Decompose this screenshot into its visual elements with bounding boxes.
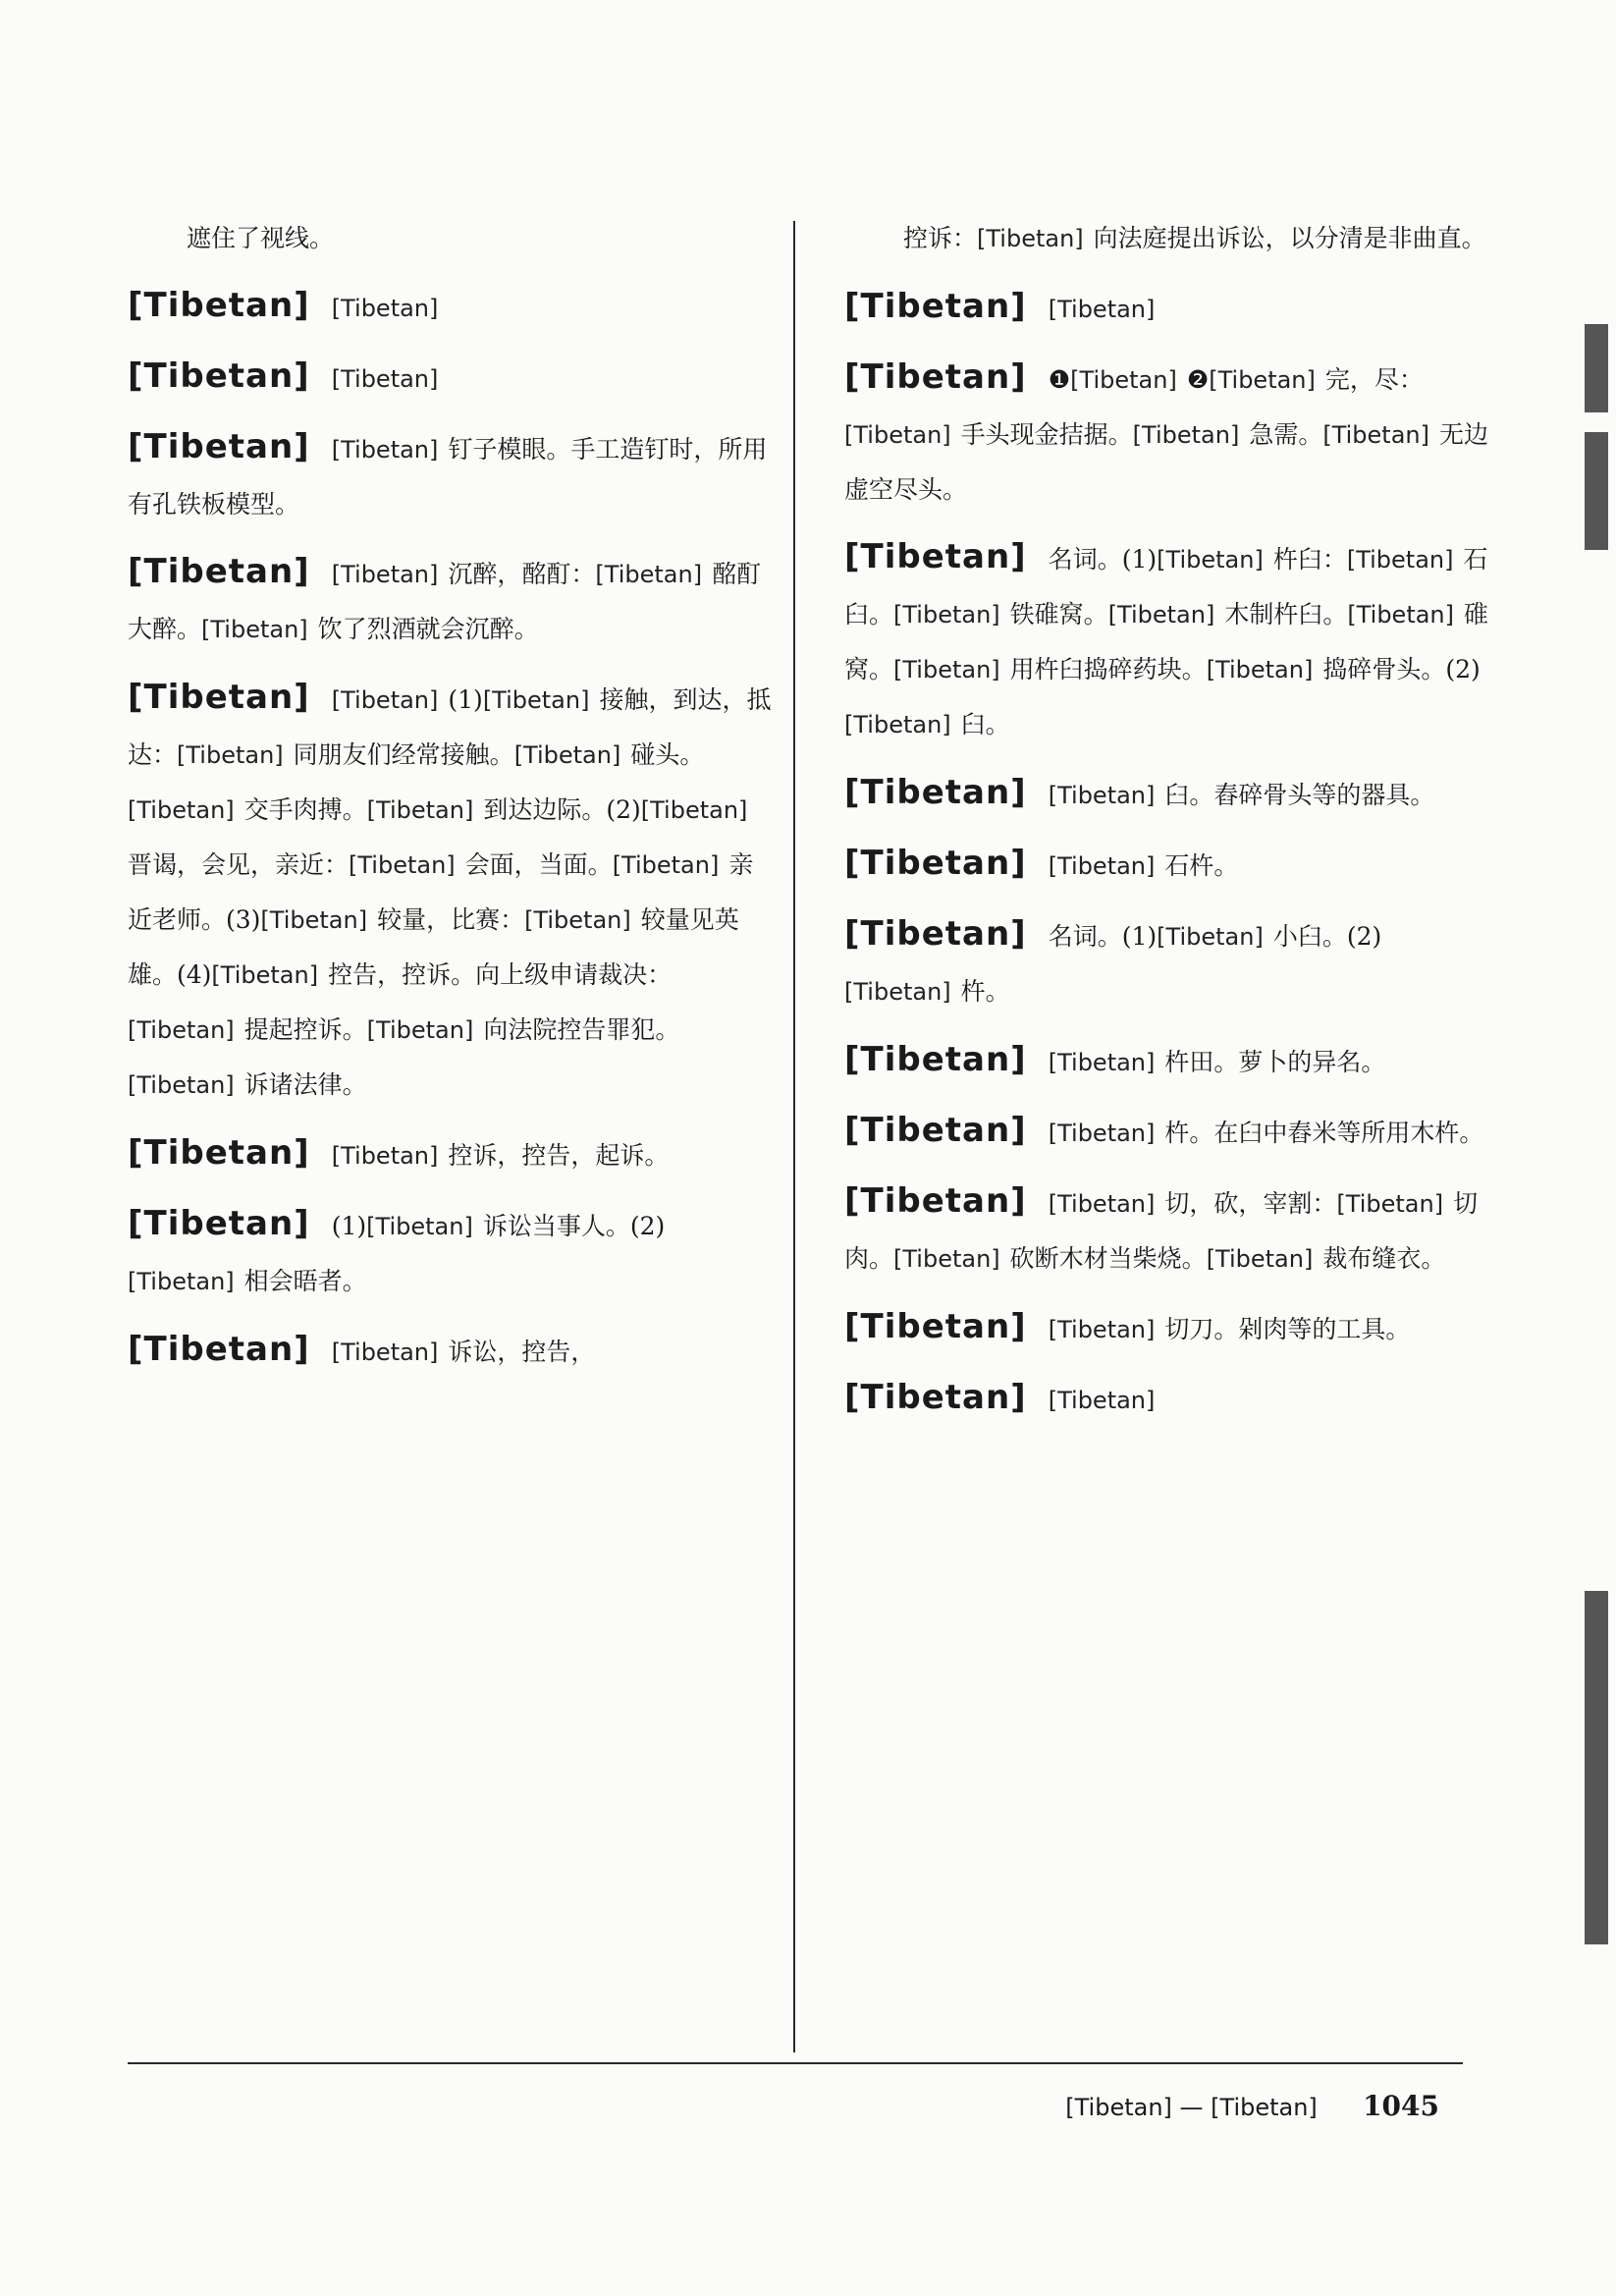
tibetan-text: [Tibetan]	[1322, 421, 1429, 449]
entry-gloss: 遮住了视线。	[187, 224, 335, 252]
dictionary-entry	[844, 280, 1492, 337]
chinese-gloss: 同朋友们经常接触。	[293, 740, 514, 769]
chinese-gloss: 小臼。(2)	[1272, 922, 1382, 951]
chinese-gloss: ❷	[1186, 365, 1210, 394]
chinese-gloss: (1)	[448, 685, 483, 714]
footer-headword-range: [Tibetan] — [Tibetan]	[1065, 2094, 1318, 2121]
tibetan-text: [Tibetan]	[482, 686, 590, 714]
chinese-gloss: 杵。在臼中舂米等所用木杵。	[1164, 1119, 1484, 1147]
tibetan-text: [Tibetan]	[1107, 601, 1215, 629]
dictionary-entry	[844, 1104, 1492, 1161]
chinese-gloss: 石杵。	[1164, 851, 1239, 880]
chinese-gloss: 杵。	[960, 977, 1010, 1006]
tibetan-text: [Tibetan]	[1048, 1049, 1156, 1076]
chinese-gloss: 向法庭提出诉讼，以分清是非曲直。	[1093, 224, 1486, 252]
chinese-gloss: 切肉。	[844, 1189, 1479, 1273]
tibetan-text: [Tibetan]	[1048, 852, 1156, 880]
chinese-gloss: 裁布缝衣。	[1322, 1244, 1446, 1273]
footer-rule	[128, 2062, 1463, 2064]
entry-headword: [Tibetan]	[128, 286, 310, 325]
tibetan-text: [Tibetan]	[128, 1071, 235, 1099]
tibetan-text: [Tibetan]	[366, 1016, 474, 1044]
tibetan-text: [Tibetan]	[331, 561, 439, 588]
tibetan-text: [Tibetan]	[349, 851, 456, 879]
chinese-gloss: 铁碓窝。	[1009, 600, 1108, 629]
chinese-gloss: 诉讼当事人。(2)	[482, 1212, 666, 1240]
entry-headword: [Tibetan]	[128, 1204, 310, 1243]
entry-headword: [Tibetan]	[128, 552, 310, 591]
entry-headword: [Tibetan]	[844, 844, 1027, 883]
tibetan-text: [Tibetan]	[128, 1268, 235, 1295]
tibetan-text: [Tibetan]	[260, 906, 368, 934]
chinese-gloss: 钉子模眼。手工造钉时，所用有孔铁板模型。	[128, 435, 768, 519]
chinese-gloss: 饮了烈酒就会沉醉。	[317, 615, 539, 643]
chinese-gloss: 杵田。萝卜的异名。	[1164, 1048, 1386, 1076]
dictionary-entry	[128, 545, 776, 657]
chinese-gloss: 急需。	[1249, 420, 1323, 449]
chinese-gloss: 提起控诉。	[243, 1015, 367, 1044]
entry-headword: [Tibetan]	[128, 678, 310, 717]
tibetan-text: [Tibetan]	[893, 656, 1000, 683]
tibetan-text: [Tibetan]	[595, 561, 703, 588]
right-column	[844, 211, 1492, 1442]
entry-headword: [Tibetan]	[128, 356, 310, 396]
tibetan-text: [Tibetan]	[366, 1213, 473, 1240]
entry-headword: [Tibetan]	[128, 427, 310, 466]
tibetan-text: [Tibetan]	[844, 711, 951, 738]
chinese-gloss: 较量，比赛：	[377, 905, 525, 934]
chinese-gloss: 酩酊大醉。	[128, 560, 762, 643]
tibetan-text: [Tibetan]	[1048, 1316, 1156, 1343]
chinese-gloss: 手头现金拮据。	[960, 420, 1133, 449]
chinese-gloss: 控诉：	[903, 224, 978, 252]
dictionary-entry	[844, 837, 1492, 894]
tibetan-text: [Tibetan]	[331, 1142, 439, 1170]
entry-headword: [Tibetan]	[844, 357, 1027, 397]
column-divider	[793, 221, 795, 2052]
chinese-gloss: 用杵臼捣碎药块。	[1009, 655, 1207, 683]
chinese-gloss: 臼。	[960, 710, 1010, 738]
dictionary-entry	[128, 279, 776, 336]
tibetan-text: [Tibetan]	[1157, 546, 1264, 574]
chinese-gloss: 晋谒，会见，亲近：	[128, 850, 350, 879]
tibetan-text: [Tibetan]	[331, 686, 439, 714]
tibetan-text: [Tibetan]	[1336, 1190, 1444, 1218]
chinese-gloss: 相会晤者。	[243, 1267, 367, 1295]
dictionary-entry	[128, 350, 776, 407]
tibetan-text: [Tibetan]	[331, 295, 439, 322]
entry-headword: [Tibetan]	[844, 1307, 1027, 1346]
tibetan-text: [Tibetan]	[1070, 366, 1177, 394]
scan-edge-marks	[1579, 0, 1608, 2296]
chinese-gloss: 诉讼，控告，	[448, 1338, 596, 1366]
tibetan-text: [Tibetan]	[1048, 1190, 1156, 1218]
entry-headword: [Tibetan]	[844, 1040, 1027, 1079]
chinese-gloss: 交手肉搏。	[243, 795, 367, 824]
tibetan-text: [Tibetan]	[1048, 782, 1156, 809]
chinese-gloss: 控诉，控告，起诉。	[448, 1141, 670, 1170]
tibetan-text: [Tibetan]	[201, 616, 308, 643]
tibetan-text: [Tibetan]	[893, 601, 1000, 629]
chinese-gloss: 切，砍，宰割：	[1164, 1189, 1337, 1218]
chinese-gloss: 切刀。剁肉等的工具。	[1164, 1315, 1411, 1343]
tibetan-text: [Tibetan]	[1048, 296, 1156, 323]
dictionary-entry	[128, 1323, 776, 1380]
tibetan-text: [Tibetan]	[893, 1245, 1000, 1273]
tibetan-text: [Tibetan]	[1157, 923, 1264, 951]
dictionary-entry	[128, 420, 776, 531]
chinese-gloss: 亲近老师。(3)	[128, 850, 754, 934]
tibetan-text: [Tibetan]	[128, 796, 235, 824]
tibetan-text: [Tibetan]	[1206, 1245, 1314, 1273]
entry-headword: [Tibetan]	[844, 1181, 1027, 1221]
edge-mark	[1585, 1591, 1608, 1944]
tibetan-text: [Tibetan]	[1347, 601, 1455, 629]
chinese-gloss: 砍断木材当柴烧。	[1009, 1244, 1207, 1273]
chinese-gloss: 捣碎骨头。(2)	[1322, 655, 1481, 683]
dictionary-entry	[844, 1371, 1492, 1428]
dictionary-entry	[844, 1175, 1492, 1286]
chinese-gloss: 完，尽：	[1324, 365, 1424, 394]
chinese-gloss: 木制杵臼。	[1224, 600, 1348, 629]
tibetan-text: [Tibetan]	[524, 906, 631, 934]
tibetan-text: [Tibetan]	[1132, 421, 1240, 449]
entry-headword: [Tibetan]	[844, 773, 1027, 812]
tibetan-text: [Tibetan]	[640, 796, 748, 824]
entry-headword: [Tibetan]	[128, 1133, 310, 1173]
chinese-gloss: 向法院控告罪犯。	[483, 1015, 680, 1044]
chinese-gloss: (1)	[331, 1212, 367, 1240]
tibetan-text: [Tibetan]	[844, 978, 951, 1006]
dictionary-entry	[128, 671, 776, 1113]
entry-headword: [Tibetan]	[844, 1378, 1027, 1417]
page-number: 1045	[1363, 2090, 1439, 2122]
tibetan-text: [Tibetan]	[844, 421, 951, 449]
edge-mark	[1585, 324, 1608, 412]
entry-headword: [Tibetan]	[844, 914, 1027, 954]
tibetan-text: [Tibetan]	[177, 741, 284, 769]
entry-headword: [Tibetan]	[128, 1330, 310, 1369]
edge-mark	[1585, 432, 1608, 550]
dictionary-entry	[844, 766, 1492, 823]
entry-headword: [Tibetan]	[844, 287, 1027, 326]
tibetan-text: [Tibetan]	[612, 851, 720, 879]
left-column	[128, 211, 776, 1394]
chinese-gloss: 无边虚空尽头。	[844, 420, 1489, 504]
dictionary-entry	[128, 1126, 776, 1183]
chinese-gloss: 较量见英雄。(4)	[128, 905, 739, 989]
tibetan-text: [Tibetan]	[366, 796, 474, 824]
chinese-gloss: 接触，到达，抵达：	[128, 685, 772, 769]
tibetan-text: [Tibetan]	[331, 436, 439, 464]
chinese-gloss: 名词。(1)	[1048, 545, 1158, 574]
dictionary-entry	[844, 530, 1492, 752]
tibetan-text: [Tibetan]	[211, 961, 319, 989]
chinese-gloss: 到达边际。(2)	[483, 795, 641, 824]
tibetan-text: [Tibetan]	[331, 365, 439, 393]
continued-entry	[128, 211, 776, 265]
tibetan-text: [Tibetan]	[1209, 366, 1316, 394]
tibetan-text: [Tibetan]	[331, 1339, 439, 1366]
chinese-gloss: ❶	[1048, 365, 1071, 394]
entry-headword: [Tibetan]	[844, 1111, 1027, 1150]
tibetan-text: [Tibetan]	[128, 1016, 235, 1044]
chinese-gloss: 沉醉，酩酊：	[448, 560, 596, 588]
tibetan-text: [Tibetan]	[1206, 656, 1314, 683]
page-footer	[1065, 2090, 1439, 2122]
tibetan-text: [Tibetan]	[1346, 546, 1454, 574]
dictionary-entry	[844, 907, 1492, 1019]
tibetan-text: [Tibetan]	[1048, 1387, 1156, 1414]
dictionary-entry	[128, 1197, 776, 1309]
chinese-gloss: 会面，当面。	[464, 850, 613, 879]
tibetan-text: [Tibetan]	[513, 741, 621, 769]
chinese-gloss: 臼。舂碎骨头等的器具。	[1164, 781, 1435, 809]
tibetan-text: [Tibetan]	[977, 225, 1084, 252]
tibetan-text: [Tibetan]	[1048, 1120, 1156, 1147]
dictionary-entry	[844, 351, 1492, 517]
chinese-gloss: 石臼。	[844, 545, 1488, 629]
continued-entry	[844, 211, 1492, 266]
chinese-gloss: 碰头。	[630, 740, 705, 769]
chinese-gloss: 诉诸法律。	[243, 1070, 367, 1099]
chinese-gloss: 碓窝。	[844, 600, 1489, 683]
entry-headword: [Tibetan]	[844, 537, 1027, 576]
chinese-gloss: 名词。(1)	[1048, 922, 1158, 951]
dictionary-entry	[844, 1300, 1492, 1357]
chinese-gloss: 控告，控诉。向上级申请裁决：	[328, 960, 673, 989]
chinese-gloss: 杵臼：	[1272, 545, 1347, 574]
dictionary-entry	[844, 1033, 1492, 1090]
